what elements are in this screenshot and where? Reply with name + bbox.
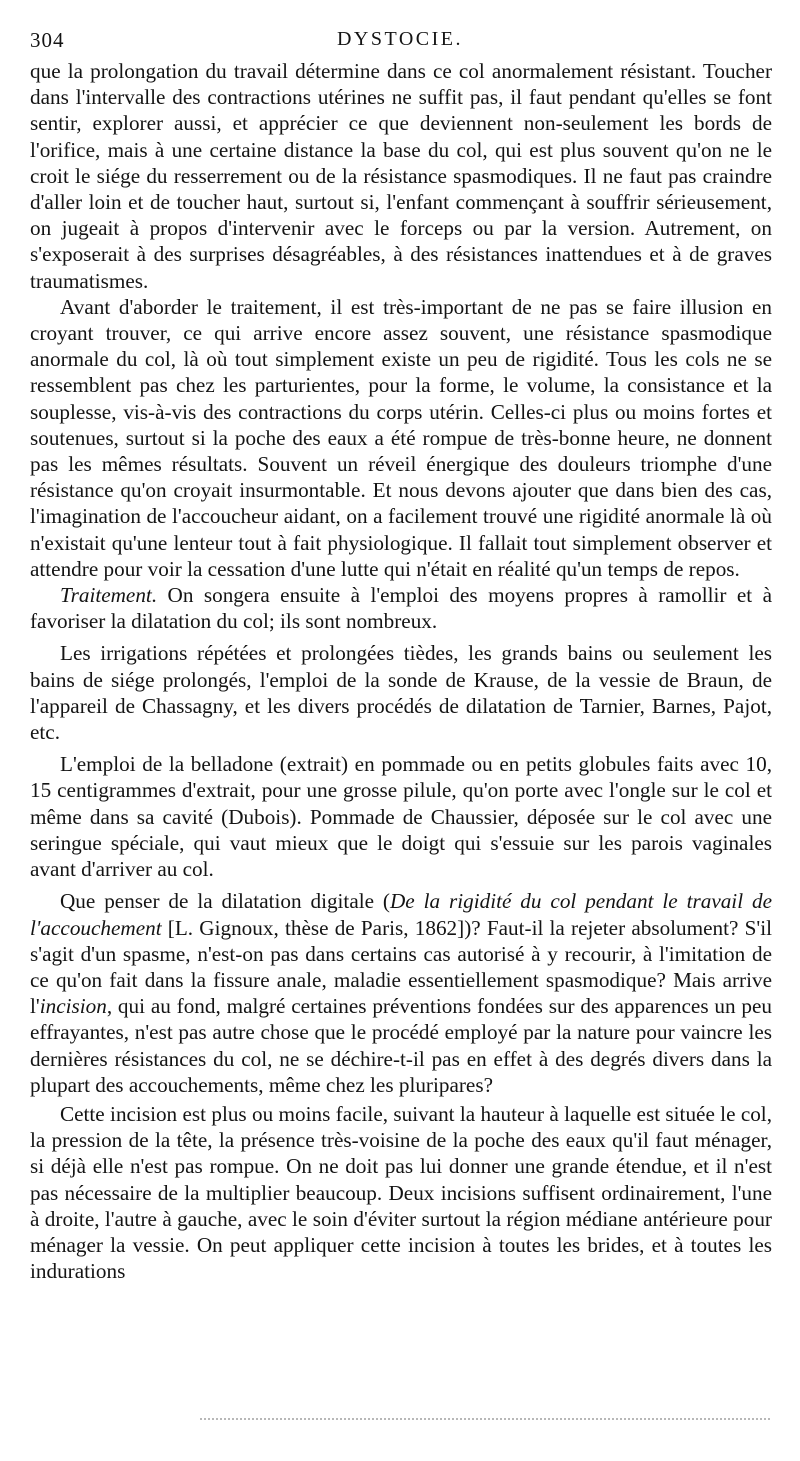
text-segment: Que penser de la dilatation digitale (: [60, 889, 390, 914]
term-incision: incision: [39, 994, 107, 1019]
cited-title: De la rigidité du col pendant le travail de l'accouchement: [30, 889, 772, 940]
paragraph-dilatation-digitale: [30, 888, 772, 1098]
page-header: [30, 28, 770, 58]
body-text: [30, 58, 772, 1284]
footer-dotted-rule: [200, 1418, 770, 1420]
paragraph-incision: Cette incision est plus ou moins facile, suivant la hauteur à laquelle est située le col, la pression de la tête, la présence très-voisine de la poche des eaux qu'il faut ménager, si déjà elle n'est pas rompue. On ne doit pas lui donner une grande étendue, et il n'est pas nécessaire de la multiplier beaucoup. Deux incisions suffisent ordinairement, l'une à droite, l'autre à gauche, avec le soin d'éviter surtout la région médiane antérieure pour ménager la vessie. On peut appliquer cette incision à toutes les brides, et à toutes les indurations: [30, 1101, 772, 1284]
paragraph-traitement: [30, 582, 772, 634]
paragraph-belladone: L'emploi de la belladone (extrait) en pommade ou en petits globules faits avec 10, 15 centigrammes d'extrait, pour une grosse pilule, qu'on porte avec l'ongle sur le col et même dans sa cavité (Dubois). Pommade de Chaussier, déposée sur le col avec une seringue spéciale, qui vaut mieux que le doigt qui s'essuie sur les parois vaginales avant d'arriver au col.: [30, 752, 772, 882]
paragraph-continuation: que la prolongation du travail détermine dans ce col anormalement résistant. Toucher dans l'intervalle des contractions utérines ne suffit pas, il faut pendant qu'elles se font sentir, explorer aussi, et apprécier ce que deviennent non-seulement les bords de l'orifice, mais à une certaine distance la base du col, qui est plus souvent qu'on ne le croit le siége du resserrement ou de la résistance spasmodiques. Il ne faut pas craindre d'aller loin et de toucher haut, surtout si, l'enfant commençant à souffrir sérieusement, on jugeait à propos d'intervenir avec le forceps ou par la version. Autrement, on s'exposerait à des surprises désagréables, à des résistances inattendues et à de graves traumatismes.: [30, 59, 772, 293]
paragraph-traitement-text: On songera ensuite à l'emploi des moyens propres à ramollir et à favoriser la dilatation du col; ils sont nombreux.: [30, 583, 772, 634]
running-title: DYSTOCIE.: [336, 28, 464, 50]
page-number: 304: [30, 28, 65, 52]
section-label-traitement: Traitement.: [60, 583, 158, 608]
text-segment: , qui au fond, malgré certaines préventions fondées sur des apparences un peu effrayantes, n'est pas autre chose que le procédé employé par la nature pour vaincre les dernières résistances du col, ne se déchire-t-il pas en effet à des degrés divers dans la plupart des accouchements, même chez les pluripares?: [30, 994, 772, 1097]
text-segment: [L. Gignoux, thèse de Paris, 1862])? Faut-il la rejeter absolument? S'il s'agit d'un spasme, n'est-on pas dans certains cas autorisé à y recourir, à l'imitation de ce qu'on fait dans la fissure anale, maladie essentiellement spasmodique? Mais arrive l': [30, 915, 772, 1019]
paragraph-irrigations: Les irrigations répétées et prolongées tièdes, les grands bains ou seulement les bains de siége prolongés, l'emploi de la sonde de Krause, de la vessie de Braun, de l'appareil de Chassagny, et les divers procédés de dilatation de Tarnier, Barnes, Pajot, etc.: [30, 641, 772, 745]
paragraph-rigidity: Avant d'aborder le traitement, il est très-important de ne pas se faire illusion en croyant trouver, ce qui arrive encore assez souvent, une résistance spasmodique anormale du col, là où tout simplement existe un peu de rigidité. Tous les cols ne se ressemblent pas chez les parturientes, pour la forme, le volume, la consistance et la souplesse, vis-à-vis des contractions du corps utérin. Celles-ci plus ou moins fortes et soutenues, surtout si la poche des eaux a été rompue de très-bonne heure, ne donnent pas les mêmes résultats. Souvent un réveil énergique des douleurs triomphe d'une résistance qu'on croyait insurmontable. Et nous devons ajouter que dans bien des cas, l'imagination de l'accoucheur aidant, on a facilement trouvé une rigidité anormale là où n'existait qu'une lenteur tout à fait physiologique. Il fallait tout simplement observer et attendre pour voir la cessation d'une lutte qui n'était en réalité qu'un temps de repos.: [30, 294, 772, 581]
